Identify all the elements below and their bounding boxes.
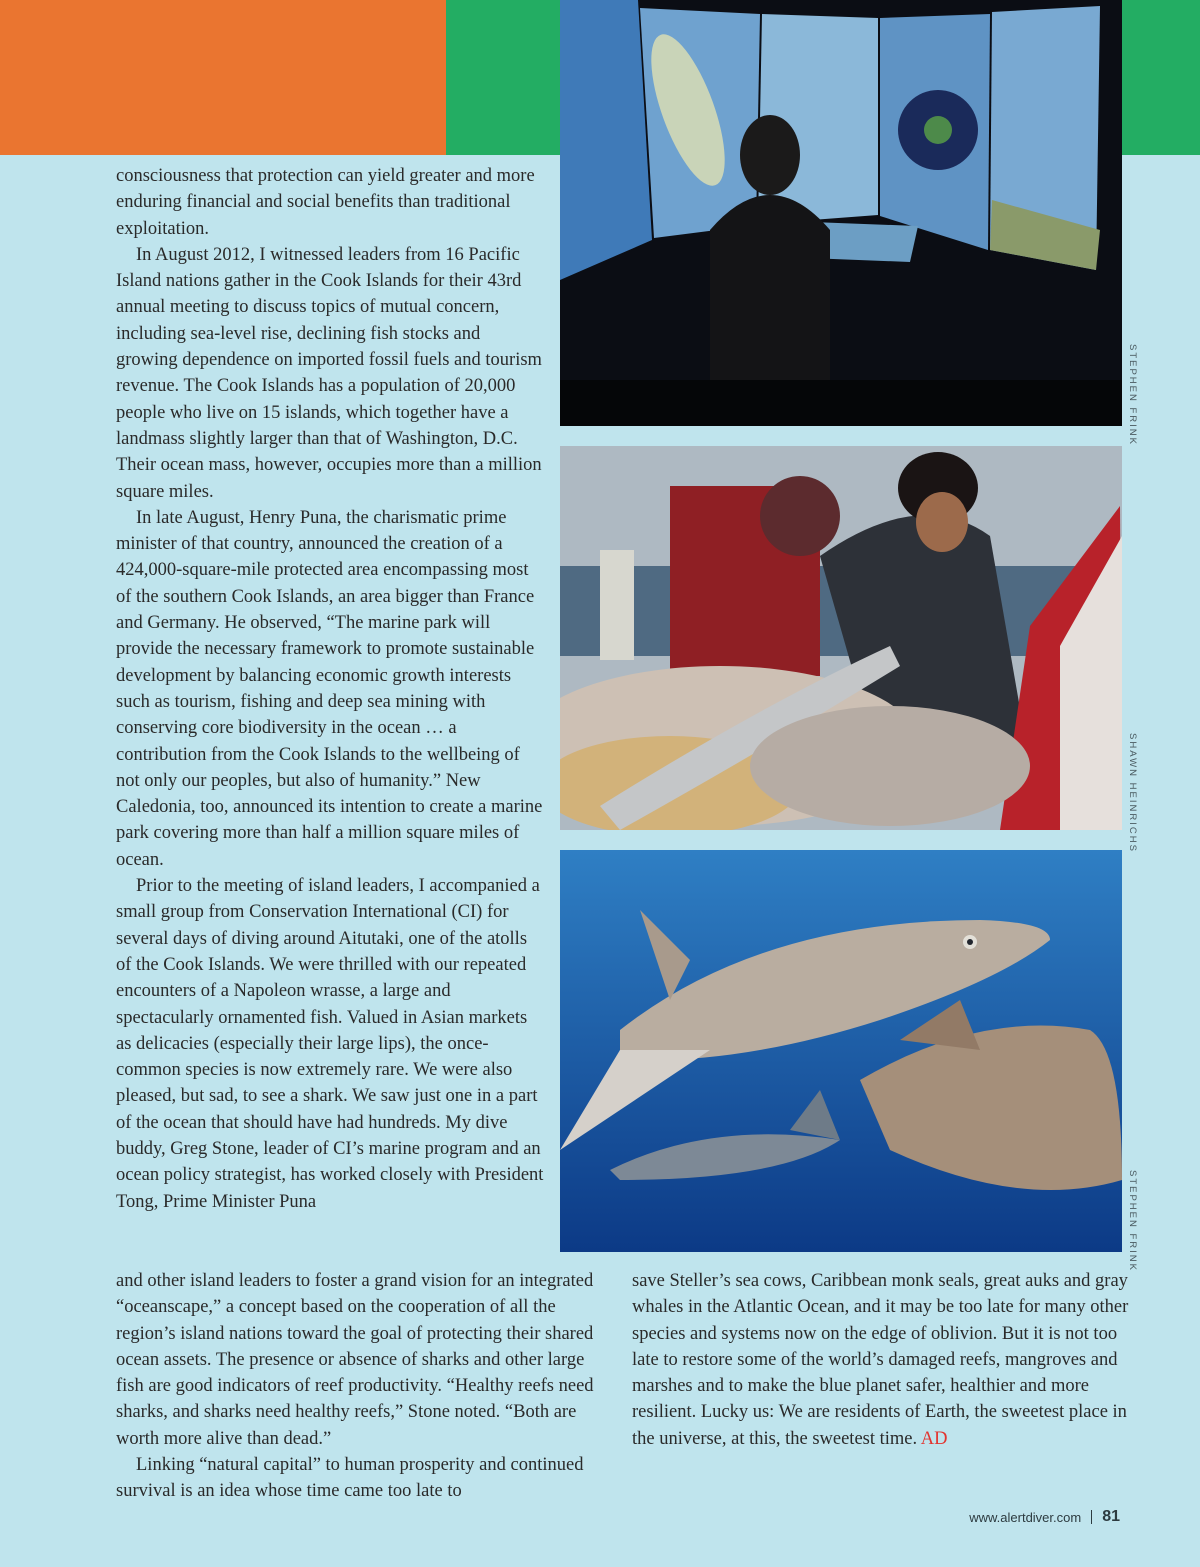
page-number: 81 xyxy=(1102,1508,1120,1525)
article-paragraph: consciousness that protection can yield greater and more enduring financial and social benefits than traditional exploitation. xyxy=(116,166,535,239)
photo-sharks-underwater xyxy=(560,850,1122,1252)
article-paragraph: Prior to the meeting of island leaders, I accompanied a small group from Conservation International (CI) for several days of diving around Aitutaki, one of the atolls of the Cook Islands. We were thrilled with our repeated encounters of a Napoleon wrasse, a large and spectacularly ornamented fish. Valued in Asian markets as delicacies (especially their large lips), the once-common species is now extremely rare. We were also pleased, but sad, to see a shark. We saw just one in a part of the ocean that should have had hundreds. My dive buddy, Greg Stone, leader of CI’s marine program and an ocean policy strategist, has worked closely with President Tong, Prime Minister Puna xyxy=(116,876,544,1212)
green-color-block-right xyxy=(1122,0,1200,155)
photo-credit: STEPHEN FRINK xyxy=(1127,344,1138,447)
photo-credit: STEPHEN FRINK xyxy=(1127,1170,1138,1273)
article-paragraph: In August 2012, I witnessed leaders from 16 Pacific Island nations gather in the Cook Islands for their 43rd annual meeting to discuss topics of mutual concern, including sea-level rise, declining fish stocks and growing dependence on imported fossil fuels and tourism revenue. The Cook Islands has a population of 20,000 people who live on 15 islands, which together have a landmass slightly larger than that of Washington, D.C. Their ocean mass, however, occupies more than a million square miles. xyxy=(116,244,542,502)
article-column-left xyxy=(116,163,546,1215)
photo-fisherman-sharks xyxy=(560,446,1122,830)
article-column-left-lower xyxy=(116,1268,606,1505)
article-final-text: save Steller’s sea cows, Caribbean monk seals, great auks and gray whales in the Atlantic Ocean, and it may be too late for many other species and systems now on the edge of oblivion. But it is not too late to restore some of the world’s damaged reefs, mangroves and marshes and to make the blue planet safer, healthier and more resilient. Lucky us: We are residents of Earth, the sweetest place in the universe, at this, the sweetest time. xyxy=(632,1271,1129,1449)
page-footer xyxy=(969,1508,1120,1526)
article-paragraph: Linking “natural capital” to human prosperity and continued survival is an idea whose time came too late to xyxy=(116,1455,584,1502)
footer-url: www.alertdiver.com xyxy=(969,1509,1082,1525)
article-paragraph: In late August, Henry Puna, the charismatic prime minister of that country, announced the creation of a 424,000-square-mile protected area encompassing most of the southern Cook Islands, an area bigger than France and Germany. He observed, “The marine park will provide the necessary framework to promote sustainable development by balancing economic growth interests such as tourism, fishing and deep sea mining with conserving core biodiversity in the ocean … a contribution from the Cook Islands to the wellbeing of not only our peoples, but also of humanity.” New Caledonia, too, announced its intention to create a marine park covering more than half a million square miles of ocean. xyxy=(116,507,543,870)
photo-credit: SHAWN HEINRICHS xyxy=(1127,733,1138,853)
photo-control-room xyxy=(560,0,1122,426)
footer-separator xyxy=(1091,1510,1092,1524)
end-mark: AD xyxy=(920,1428,948,1449)
green-color-block xyxy=(446,0,560,155)
article-paragraph: and other island leaders to foster a grand vision for an integrated “oceanscape,” a concept based on the cooperation of all the region’s island nations toward the goal of protecting their shared ocean assets. The presence or absence of sharks and other large fish are good indicators of reef productivity. “Healthy reefs need sharks, and sharks need healthy reefs,” Stone noted. “Both are worth more alive than dead.” xyxy=(116,1271,594,1449)
article-paragraph-final xyxy=(632,1268,1132,1452)
article-column-right xyxy=(632,1268,1132,1452)
orange-color-block xyxy=(0,0,446,155)
